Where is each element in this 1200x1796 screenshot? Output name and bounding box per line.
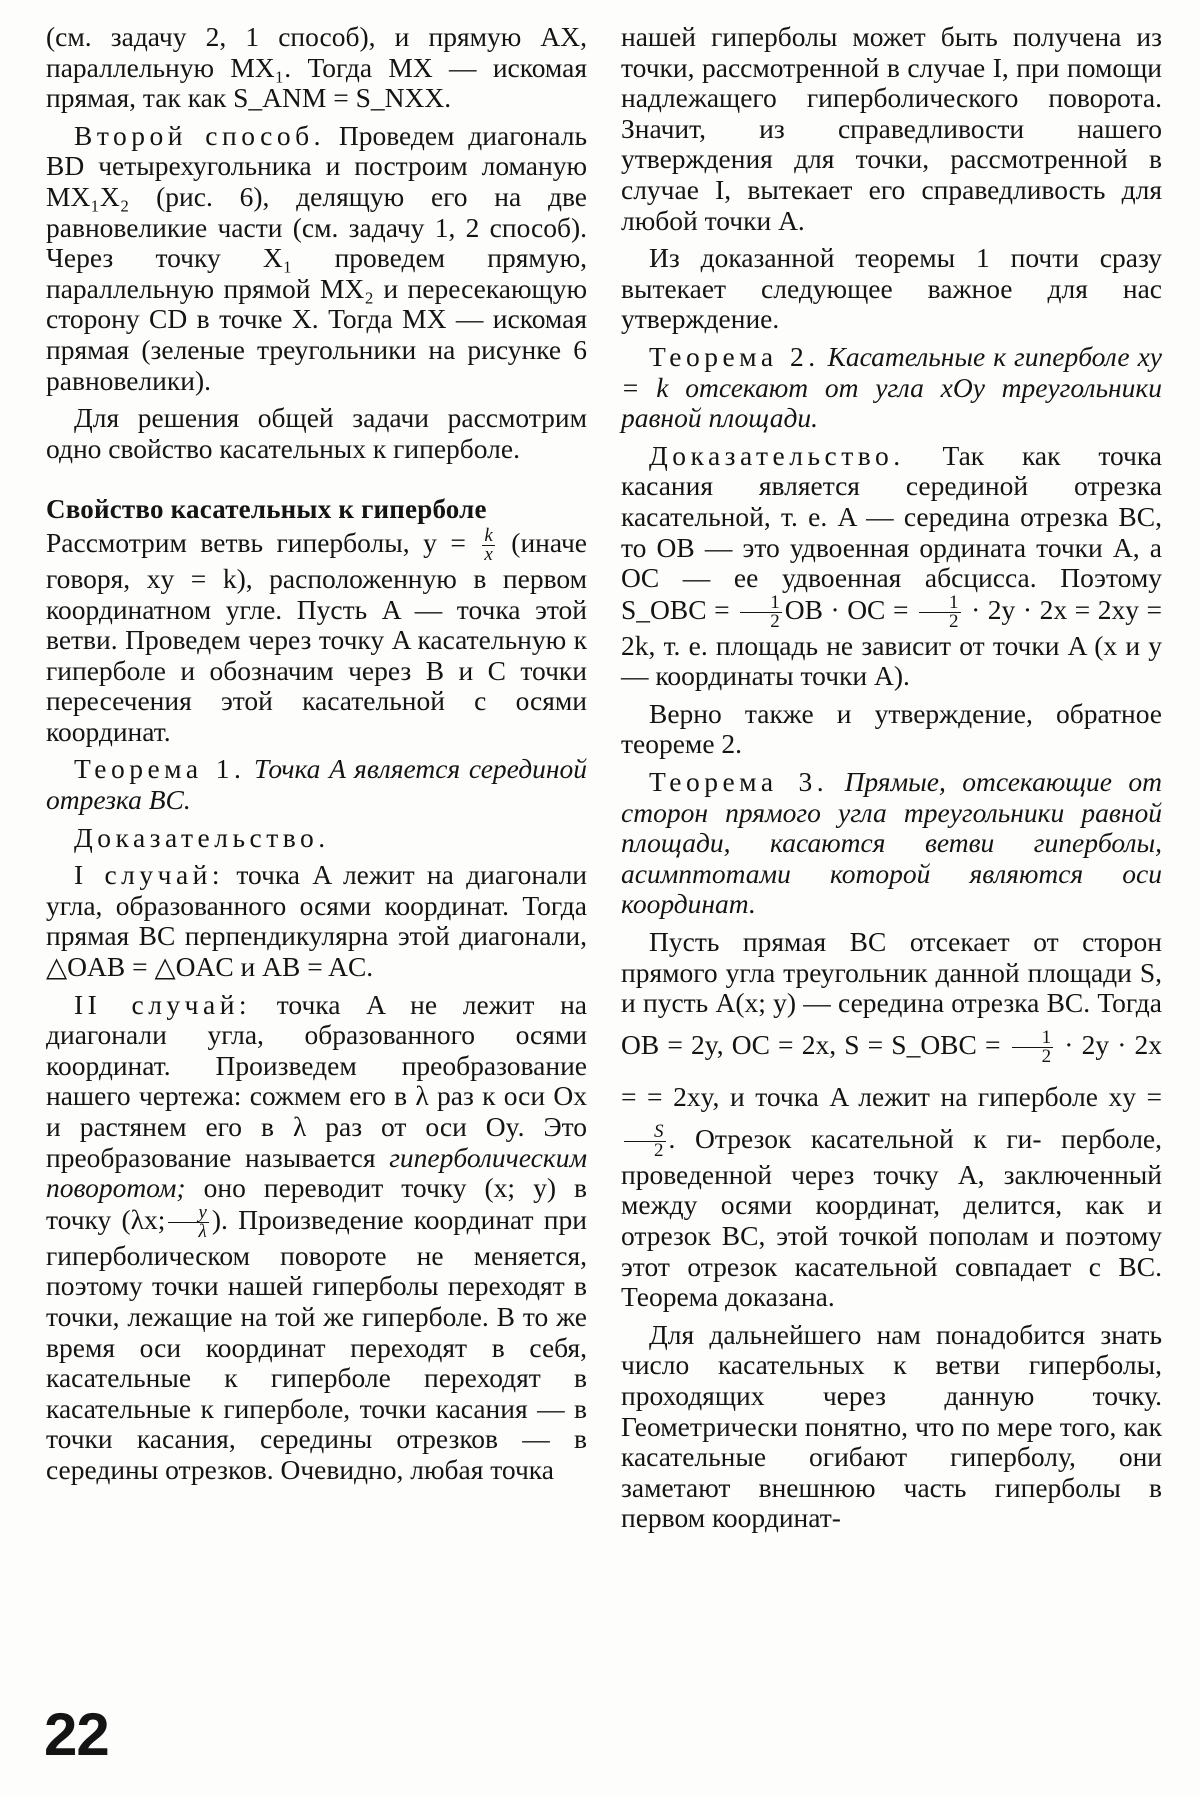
fraction-numerator: y bbox=[168, 1204, 208, 1223]
page-number: 22 bbox=[44, 1701, 109, 1768]
theorem-1 bbox=[46, 754, 587, 815]
paragraph-text: Проведем диагональ BD четырехугольника и построим ломаную MX₁X₂ (рис. 6), делящую его на две равновеликие части (см. задачу 1, 2 способ). Через точку X₁ проведем прямую, параллельную прямой MX₂ и пересекающую сторону CD в точке X. Тогда MX — искомая прямая (зеленые треугольники на рисунке 6 равновелики). bbox=[46, 119, 587, 396]
fraction bbox=[1012, 1029, 1054, 1066]
theorem-label: Теорема 1. bbox=[74, 753, 246, 785]
paragraph: Из доказанной теоремы 1 почти сразу вытекает следующее важное для нас утверждение. bbox=[621, 242, 1162, 335]
theorem-2 bbox=[621, 342, 1162, 434]
case-2 bbox=[46, 990, 587, 1486]
paragraph bbox=[621, 927, 1162, 1313]
proof-label: Доказательство. bbox=[649, 439, 905, 471]
case-label: I случай: bbox=[74, 859, 225, 891]
fraction-numerator: 1 bbox=[740, 594, 782, 613]
fraction-denominator: 2 bbox=[949, 610, 959, 632]
theorem-text: Прямые, отсекающие от сторон прямого угла треугольники равной площади, касаются ветви гиперболы, асимптотами которой являются оси координат. bbox=[621, 766, 1162, 920]
proof-label-text: Доказательство. bbox=[74, 821, 330, 853]
term: гиперболическим поворотом; bbox=[46, 1141, 587, 1204]
proof-text: OB · OC = bbox=[784, 593, 909, 625]
left-column bbox=[46, 22, 587, 1493]
fraction-denominator: 2 bbox=[770, 610, 780, 632]
case-text: точка A не лежит на диагонали угла, образованного осями координат. Произведем преобразование нашего чертежа: сожмем его в λ раз к оси Ox и растянем его в λ раз от оси Oy. Это преобразование называется bbox=[46, 988, 588, 1173]
case-text: ). Произведение координат при гиперболическом повороте не меняется, поэтому точки нашей гиперболы переходят в точки, лежащие на той же гиперболе. В то же время оси координат переходят в себя, касательные к гиперболе переходят в касательные к гиперболе, точки касания — в точки касания, середины отрезков — в середины отрезков. Очевидно, любая точка bbox=[46, 1203, 587, 1485]
case-text: точка A лежит на диагонали угла, образованного осями координат. Тогда прямая BC перпендикулярна этой диагонали, △OAB = △OAC и AB = AC. bbox=[46, 859, 588, 983]
theorem-text: Точка A является серединой отрезка BC. bbox=[46, 753, 587, 816]
paragraph: Для дальнейшего нам понадобится знать число касательных к ветви гиперболы, проходящих через данную точку. Геометрически понятно, что по мере того, как касательные огибают гиперболу, они заметают внешнюю часть гиперболы в первом координат- bbox=[621, 1318, 1162, 1534]
paragraph: (см. задачу 2, 1 способ), и прямую AX, параллельную MX₁. Тогда MX — искомая прямая, так как S_ANM = S_NXX. bbox=[46, 21, 587, 114]
paragraph: Для решения общей задачи рассмотрим одно свойство касательных к гиперболе. bbox=[46, 402, 587, 464]
paragraph bbox=[46, 121, 587, 396]
fraction bbox=[919, 591, 961, 632]
paragraph bbox=[46, 524, 588, 748]
fraction-numerator: k bbox=[484, 524, 493, 546]
case-1 bbox=[46, 860, 587, 982]
paragraph-text: . Отрезок касательной к ги- bbox=[668, 1122, 1042, 1154]
fraction bbox=[482, 524, 494, 565]
fraction bbox=[624, 1120, 666, 1161]
paragraph: Верно также и утверждение, обратное теореме 2. bbox=[621, 697, 1162, 760]
paragraph-text: Пусть прямая BC отсекает от сторон прямого угла треугольник данной площади S, и пусть A(x; y) — середина отрезка BC. Тогда OB = 2y, bbox=[621, 926, 1162, 1060]
fraction-denominator: λ bbox=[198, 1220, 207, 1242]
paragraph-text: = 2xy, и точка A лежит на гиперболе bbox=[647, 1080, 1098, 1112]
right-column bbox=[621, 22, 1162, 1541]
fraction bbox=[168, 1201, 208, 1242]
theorem-3 bbox=[621, 767, 1162, 920]
theorem-label: Теорема 2. bbox=[649, 340, 820, 372]
proof-text: Так как точка касания является серединой отрезка касательной, т. е. A — середина отрезка BC, то OB — это удвоенная ордината точки A, а OC — ее удвоенная абсцисса. Поэтому S_OBC = bbox=[621, 439, 1162, 625]
paragraph-text: (иначе говоря, xy = k), расположенную в первом координатном угле. Пусть A — точка этой ветви. Проведем через точку A касательную к гиперболе и обозначим через B и C точки пересечения этой касательной с осями координат. bbox=[46, 526, 588, 747]
proof-text: · 2y · 2x = 2xy = 2k, т. е. площадь не зависит от точки A (x и y — координаты точки A). bbox=[621, 593, 1163, 692]
fraction-numerator: S bbox=[624, 1123, 666, 1142]
proof bbox=[621, 441, 1162, 692]
fraction-denominator: x bbox=[484, 543, 493, 565]
fraction bbox=[740, 591, 782, 632]
fraction-denominator: 2 bbox=[654, 1139, 664, 1161]
method-label: Второй способ. bbox=[74, 119, 325, 151]
fraction-numerator: 1 bbox=[919, 594, 961, 613]
case-label: II случай: bbox=[74, 988, 252, 1020]
formula-text: · 2y · 2x = bbox=[621, 1028, 1163, 1112]
fraction-denominator: 2 bbox=[1041, 1046, 1052, 1067]
section-heading: Свойство касательных к гиперболе bbox=[46, 494, 487, 525]
proof-label bbox=[46, 823, 587, 854]
paragraph: нашей гиперболы может быть получена из точки, рассмотренной в случае I, при помощи надлежащего гиперболического поворота. Значит, из справедливости нашего утверждения для точки, рассмотренной в случае I, вытекает его справедливость для любой точки A. bbox=[621, 21, 1162, 236]
paragraph-text: Рассмотрим ветвь гиперболы, y = bbox=[46, 526, 466, 558]
theorem-text: Касательные к гиперболе xy = k отсекают от угла xOy треугольники равной площади. bbox=[621, 340, 1162, 434]
fraction-numerator: 1 bbox=[1012, 1029, 1054, 1048]
theorem-label: Теорема 3. bbox=[649, 766, 829, 798]
paragraph-text: перболе, проведенной через точку A, заключенный между осями координат, делится, как и отрезок BC, этой точкой пополам и поэтому этот отрезок касательной совпадает с BC. Теорема доказана. bbox=[621, 1122, 1162, 1313]
formula-text: xy = bbox=[1108, 1080, 1162, 1112]
case-text: оно переводит точку (x; y) в точку (λx; bbox=[46, 1172, 588, 1235]
formula-text: OC = 2x, S = S_OBC = bbox=[731, 1028, 1001, 1060]
